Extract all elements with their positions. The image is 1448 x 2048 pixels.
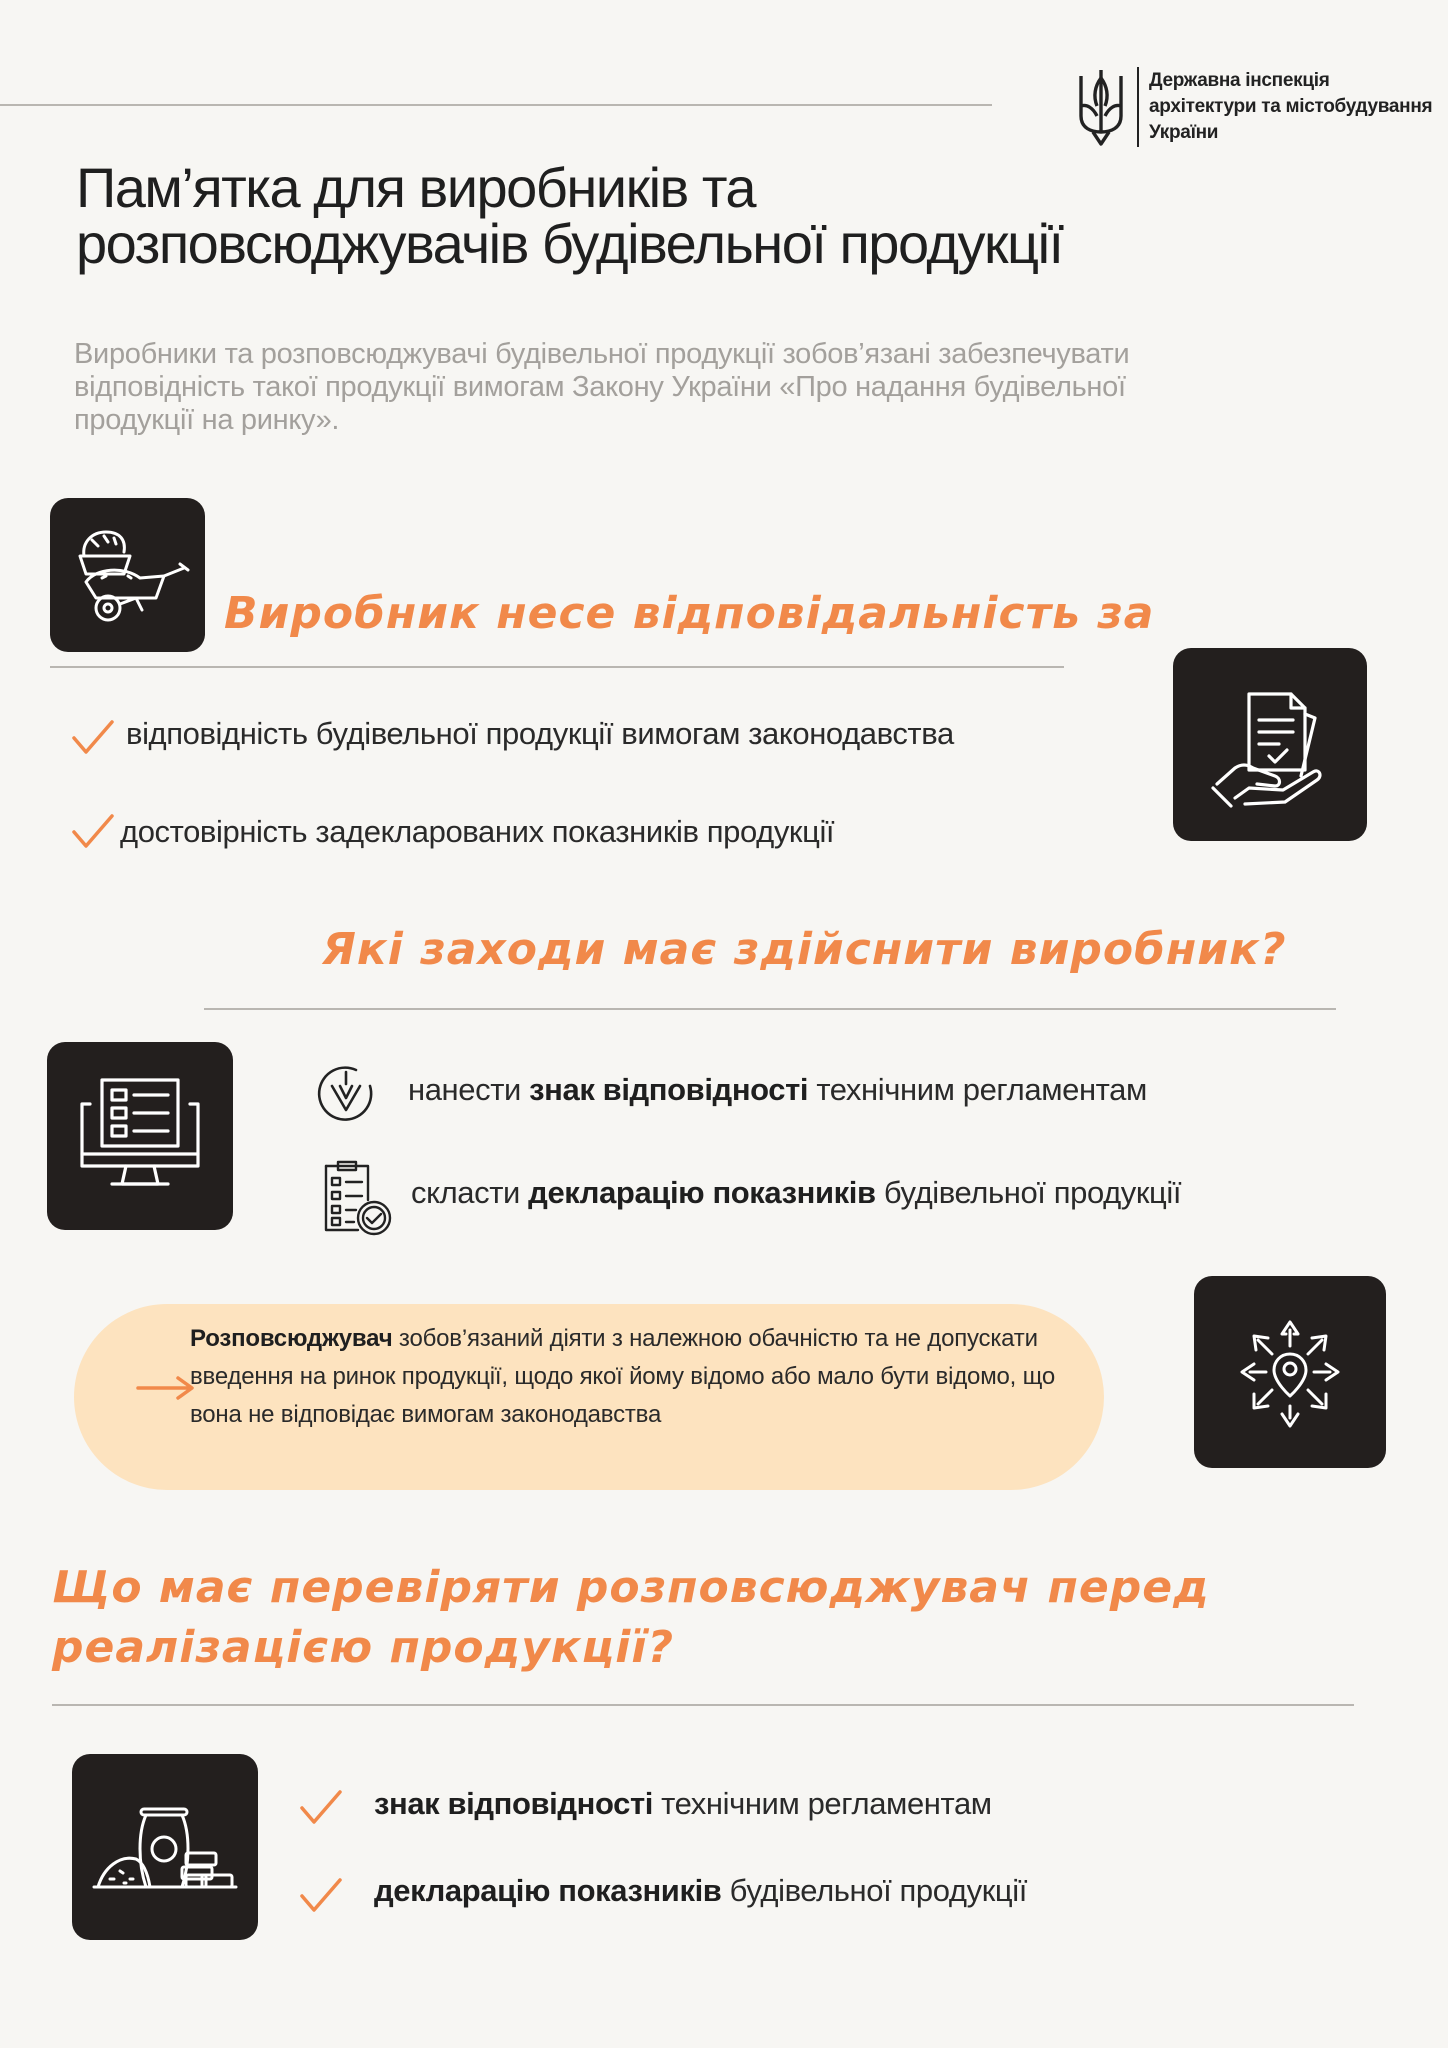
computer-form-icon-box [47,1042,233,1230]
section2-item-1-prefix: нанести [408,1072,530,1107]
check-icon [70,812,116,852]
check-icon [298,1876,344,1916]
distribution-arrows-icon [1220,1302,1360,1442]
computer-form-icon [76,1074,204,1198]
section1-item-2: достовірність задекларованих показників продукції [120,814,835,849]
section3-item-2-suffix: будівельної продукції [721,1873,1027,1908]
section3-item-2-bold: декларацію показників [374,1873,722,1908]
header-rule [0,104,992,106]
section3-rule [52,1704,1354,1706]
section2-item-1-suffix: технічним регламентам [808,1072,1147,1107]
trident-icon [1075,66,1127,148]
arrow-right-icon [134,1372,198,1402]
section3-item-2 [374,1873,1027,1909]
section1-item-1: відповідність будівельної продукції вимогам законодавства [126,716,954,751]
distributor-note-bold: Розповсюджувач [190,1325,393,1352]
check-icon [298,1788,344,1828]
section2-item-1 [408,1072,1147,1108]
intro-text: Виробники та розповсюджувачі будівельної продукції зобов’язані забезпечувати відповідність такої продукції вимогам Закону України «Про надання будівельної продукції на ринку». [74,338,1130,436]
cement-wheelbarrow-icon-box [50,498,205,652]
section3-heading-line1: Що має перевіряти розповсюджувач перед [52,1562,1210,1613]
section1-rule [50,666,1064,668]
page-title: Пам’ятка для виробників та розповсюджувачів будівельної продукції [76,156,1063,275]
section2-item-2-bold: декларацію показників [528,1175,876,1210]
section2-item-2-suffix: будівельної продукції [875,1175,1182,1210]
document-hand-icon [1205,680,1335,810]
materials-icon [90,1787,240,1907]
organization-separator [1137,67,1139,147]
conformity-mark-icon [316,1064,376,1124]
section3-heading-line2: реалізацією продукції? [52,1622,674,1673]
organization-line-3: України [1149,122,1219,143]
section2-item-2-prefix: скласти [411,1175,529,1210]
section2-heading: Які заходи має здійснити виробник? [322,924,1287,975]
section3-item-1-bold: знак відповідності [374,1786,653,1821]
distributor-note-text [190,1320,1060,1434]
cement-wheelbarrow-icon [66,520,190,630]
distribution-arrows-icon-box [1194,1276,1386,1468]
organization-logo [1075,66,1432,148]
section3-item-1 [374,1786,992,1822]
organization-line-1: Державна інспекція [1149,70,1330,91]
document-hand-icon-box [1173,648,1367,841]
distributor-note-body: зобов’язаний діяти з належною обачністю та не допускати введення на ринок продукції, щодо якої йому відомо або мало бути відомо, що вона не відповідає вимогам законодавства [190,1325,1055,1428]
section2-item-2 [411,1175,1181,1211]
check-icon [70,718,116,758]
section3-item-1-suffix: технічним регламентам [652,1786,992,1821]
organization-line-2: архітектури та містобудування [1149,96,1433,117]
organization-name [1149,68,1432,146]
section1-heading: Виробник несе відповідальність за [224,588,1155,639]
section2-item-1-bold: знак відповідності [529,1072,809,1107]
declaration-checklist-icon [318,1158,394,1238]
section2-rule [204,1008,1336,1010]
materials-icon-box [72,1754,258,1940]
